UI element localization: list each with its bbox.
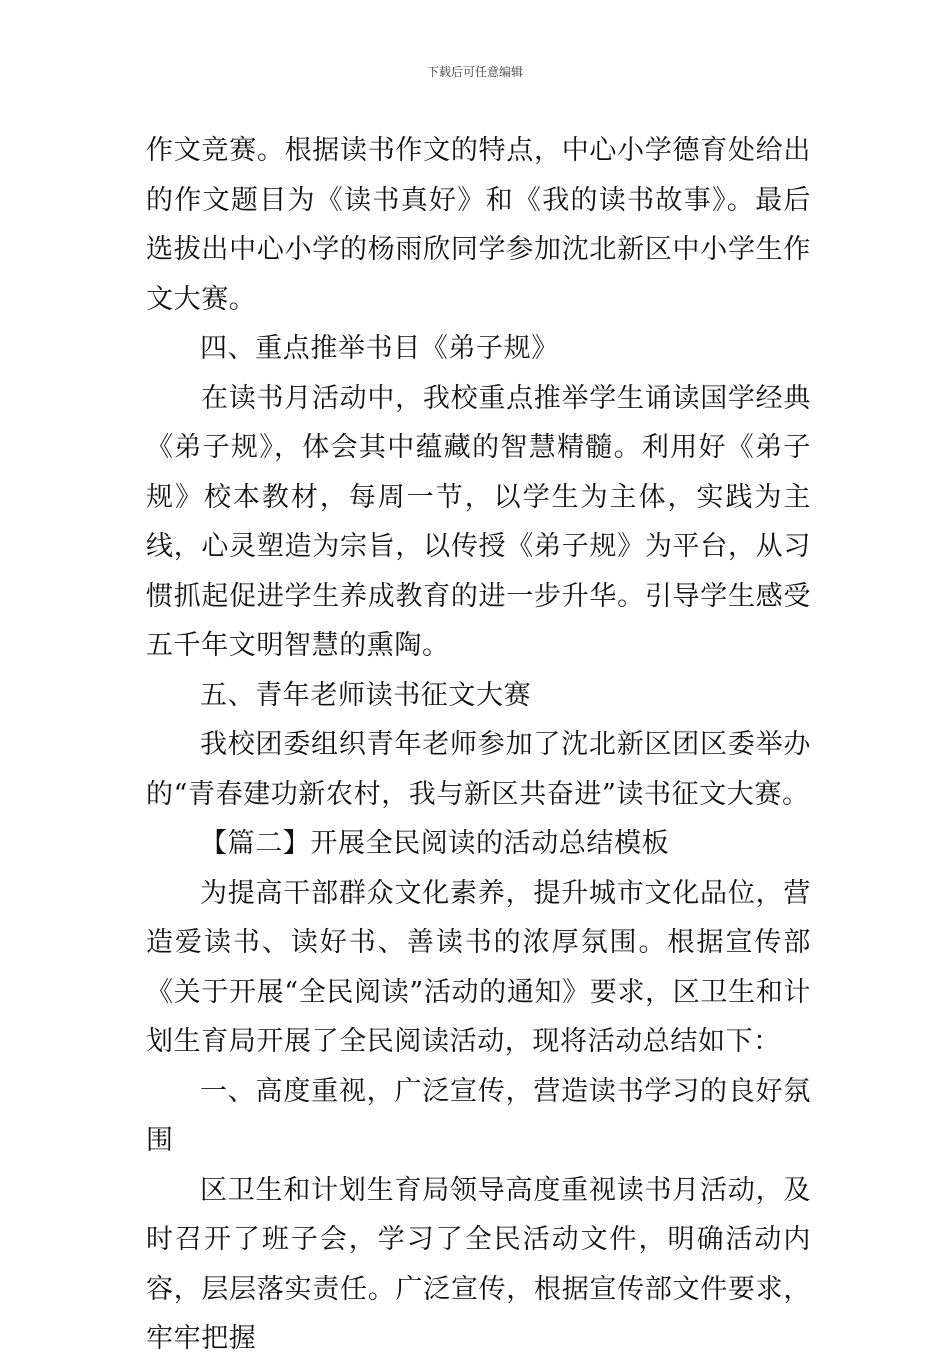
paragraph: 作文竞赛。根据读书作文的特点，中心小学德育处给出的作文题目为《读书真好》和《我的读书故事》。最后选拔出中心小学的杨雨欣同学参加沈北新区中小学生作文大赛。: [146, 135, 811, 315]
paragraph: 区卫生和计划生育局领导高度重视读书月活动，及时召开了班子会，学习了全民活动文件，明确活动内容，层层落实责任。广泛宣传，根据宣传部文件要求，牢牢把握: [146, 1174, 811, 1354]
paragraph: 我校团委组织青年老师参加了沈北新区团区委举办的“青春建功新农村，我与新区共奋进”读书征文大赛。: [146, 729, 811, 810]
article-heading: 【篇二】开展全民阅读的活动总结模板: [200, 828, 670, 859]
section-heading: 五、青年老师读书征文大赛: [200, 679, 532, 711]
paragraph: 为提高干部群众文化素养，提升城市文化品位，营造爱读书、读好书、善读书的浓厚氛围。根据宣传部《关于开展“全民阅读”活动的通知》要求，区卫生和计划生育局开展了全民阅读活动，现将活动总结如下：: [146, 877, 811, 1057]
section-heading: 一、高度重视，广泛宣传，营造读书学习的良好氛围: [146, 1075, 811, 1156]
paragraph: 在读书月活动中，我校重点推举学生诵读国学经典《弟子规》，体会其中蕴藏的智慧精髓。利用好《弟子规》校本教材，每周一节，以学生为主体，实践为主线，心灵塑造为宗旨，以传授《弟子规》为平台，从习惯抓起促进学生养成教育的进一步升华。引导学生感受五千年文明智慧的熏陶。: [146, 382, 811, 661]
document-body: [146, 126, 811, 1364]
section-heading: 四、重点推举书目《弟子规》: [200, 333, 559, 364]
page-header: 下载后可任意编辑: [426, 65, 523, 79]
